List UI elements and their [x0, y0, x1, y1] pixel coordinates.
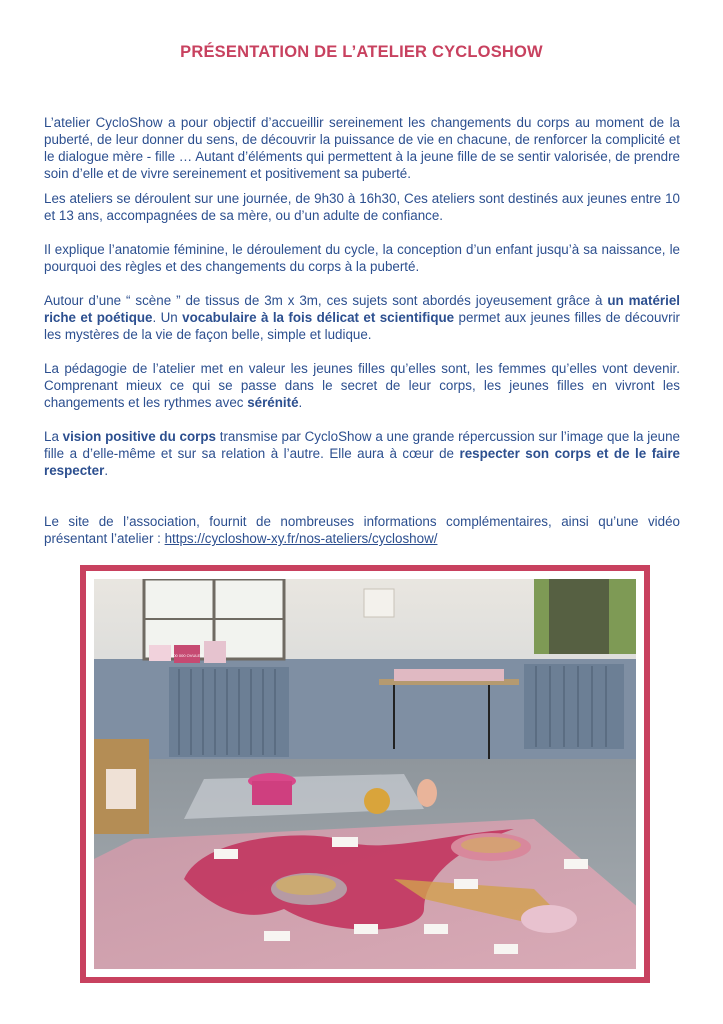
bold-text: respecter son corps et de le faire respecter: [44, 446, 680, 478]
paragraph-vision: [44, 428, 680, 479]
bold-text: un matériel riche et poétique: [44, 293, 680, 325]
bold-text: vision positive du corps: [62, 429, 216, 444]
text: Autour d’une “ scène ” de tissus de 3m x 3m, ces sujets sont abordés joyeusement grâce à: [44, 293, 608, 308]
paragraph-scene: [44, 292, 680, 343]
text: .: [104, 463, 109, 478]
text: transmise par CycloShow a une grande répercussion sur l’image que la jeune fille a d’elle-même et sur sa relation à l’autre. Elle aura à cœur de: [44, 429, 680, 461]
text: . Un: [152, 310, 183, 325]
text: La: [44, 429, 63, 444]
workshop-photo: [94, 579, 636, 969]
association-link[interactable]: https://cycloshow-xy.fr/nos-ateliers/cycloshow/: [164, 531, 438, 546]
body-text: [44, 114, 680, 547]
paragraph-anatomie: Il explique l’anatomie féminine, le déroulement du cycle, la conception d’un enfant jusqu’à sa naissance, le pourquoi des règles et des changements du corps à la puberté.: [44, 242, 680, 274]
paragraph-site: [44, 513, 680, 547]
text: Le site de l’association, fournit de nombreuses informations complémentaires, ainsi qu’une vidéo présentant l’atelier :: [44, 514, 680, 546]
paragraph-pedagogie: [44, 360, 680, 411]
paragraph-objectif: L’atelier CycloShow a pour objectif d’accueillir sereinement les changements du corps au moment de la puberté, de leur donner du sens, de découvrir la puissance de vie en chacune, de renforcer la complicité et le dialogue mère - fille … Autant d’éléments qui permettent à la jeune fille de se sentir valorisée, de prendre soin d’elle et de vivre sereinement et positivement sa puberté.: [44, 115, 680, 181]
text: .: [298, 395, 303, 410]
bold-text: sérénité: [247, 395, 299, 410]
page-title: PRÉSENTATION DE L’ATELIER CYCLOSHOW: [180, 43, 543, 61]
paragraph-deroulement: Les ateliers se déroulent sur une journée, de 9h30 à 16h30, Ces ateliers sont destinés aux jeunes entre 10 et 13 ans, accompagnées de sa mère, ou d’un adulte de confiance.: [44, 191, 680, 223]
poster-label: 400 000 OVULES: [171, 653, 203, 658]
text: permet aux jeunes filles de découvrir les mystères de la vie de façon belle, simple et ludique.: [44, 310, 681, 342]
photo-frame: [80, 565, 650, 983]
bold-text: vocabulaire à la fois délicat et scientifique: [182, 310, 455, 325]
text: La pédagogie de l’atelier met en valeur les jeunes filles qu’elles sont, les femmes qu’elles vont devenir. Comprenant mieux ce qui se passe dans le secret de leur corps, les jeunes filles en vivront les changements et les rythmes avec: [44, 361, 680, 410]
workshop-scene-illustration: [94, 579, 636, 969]
